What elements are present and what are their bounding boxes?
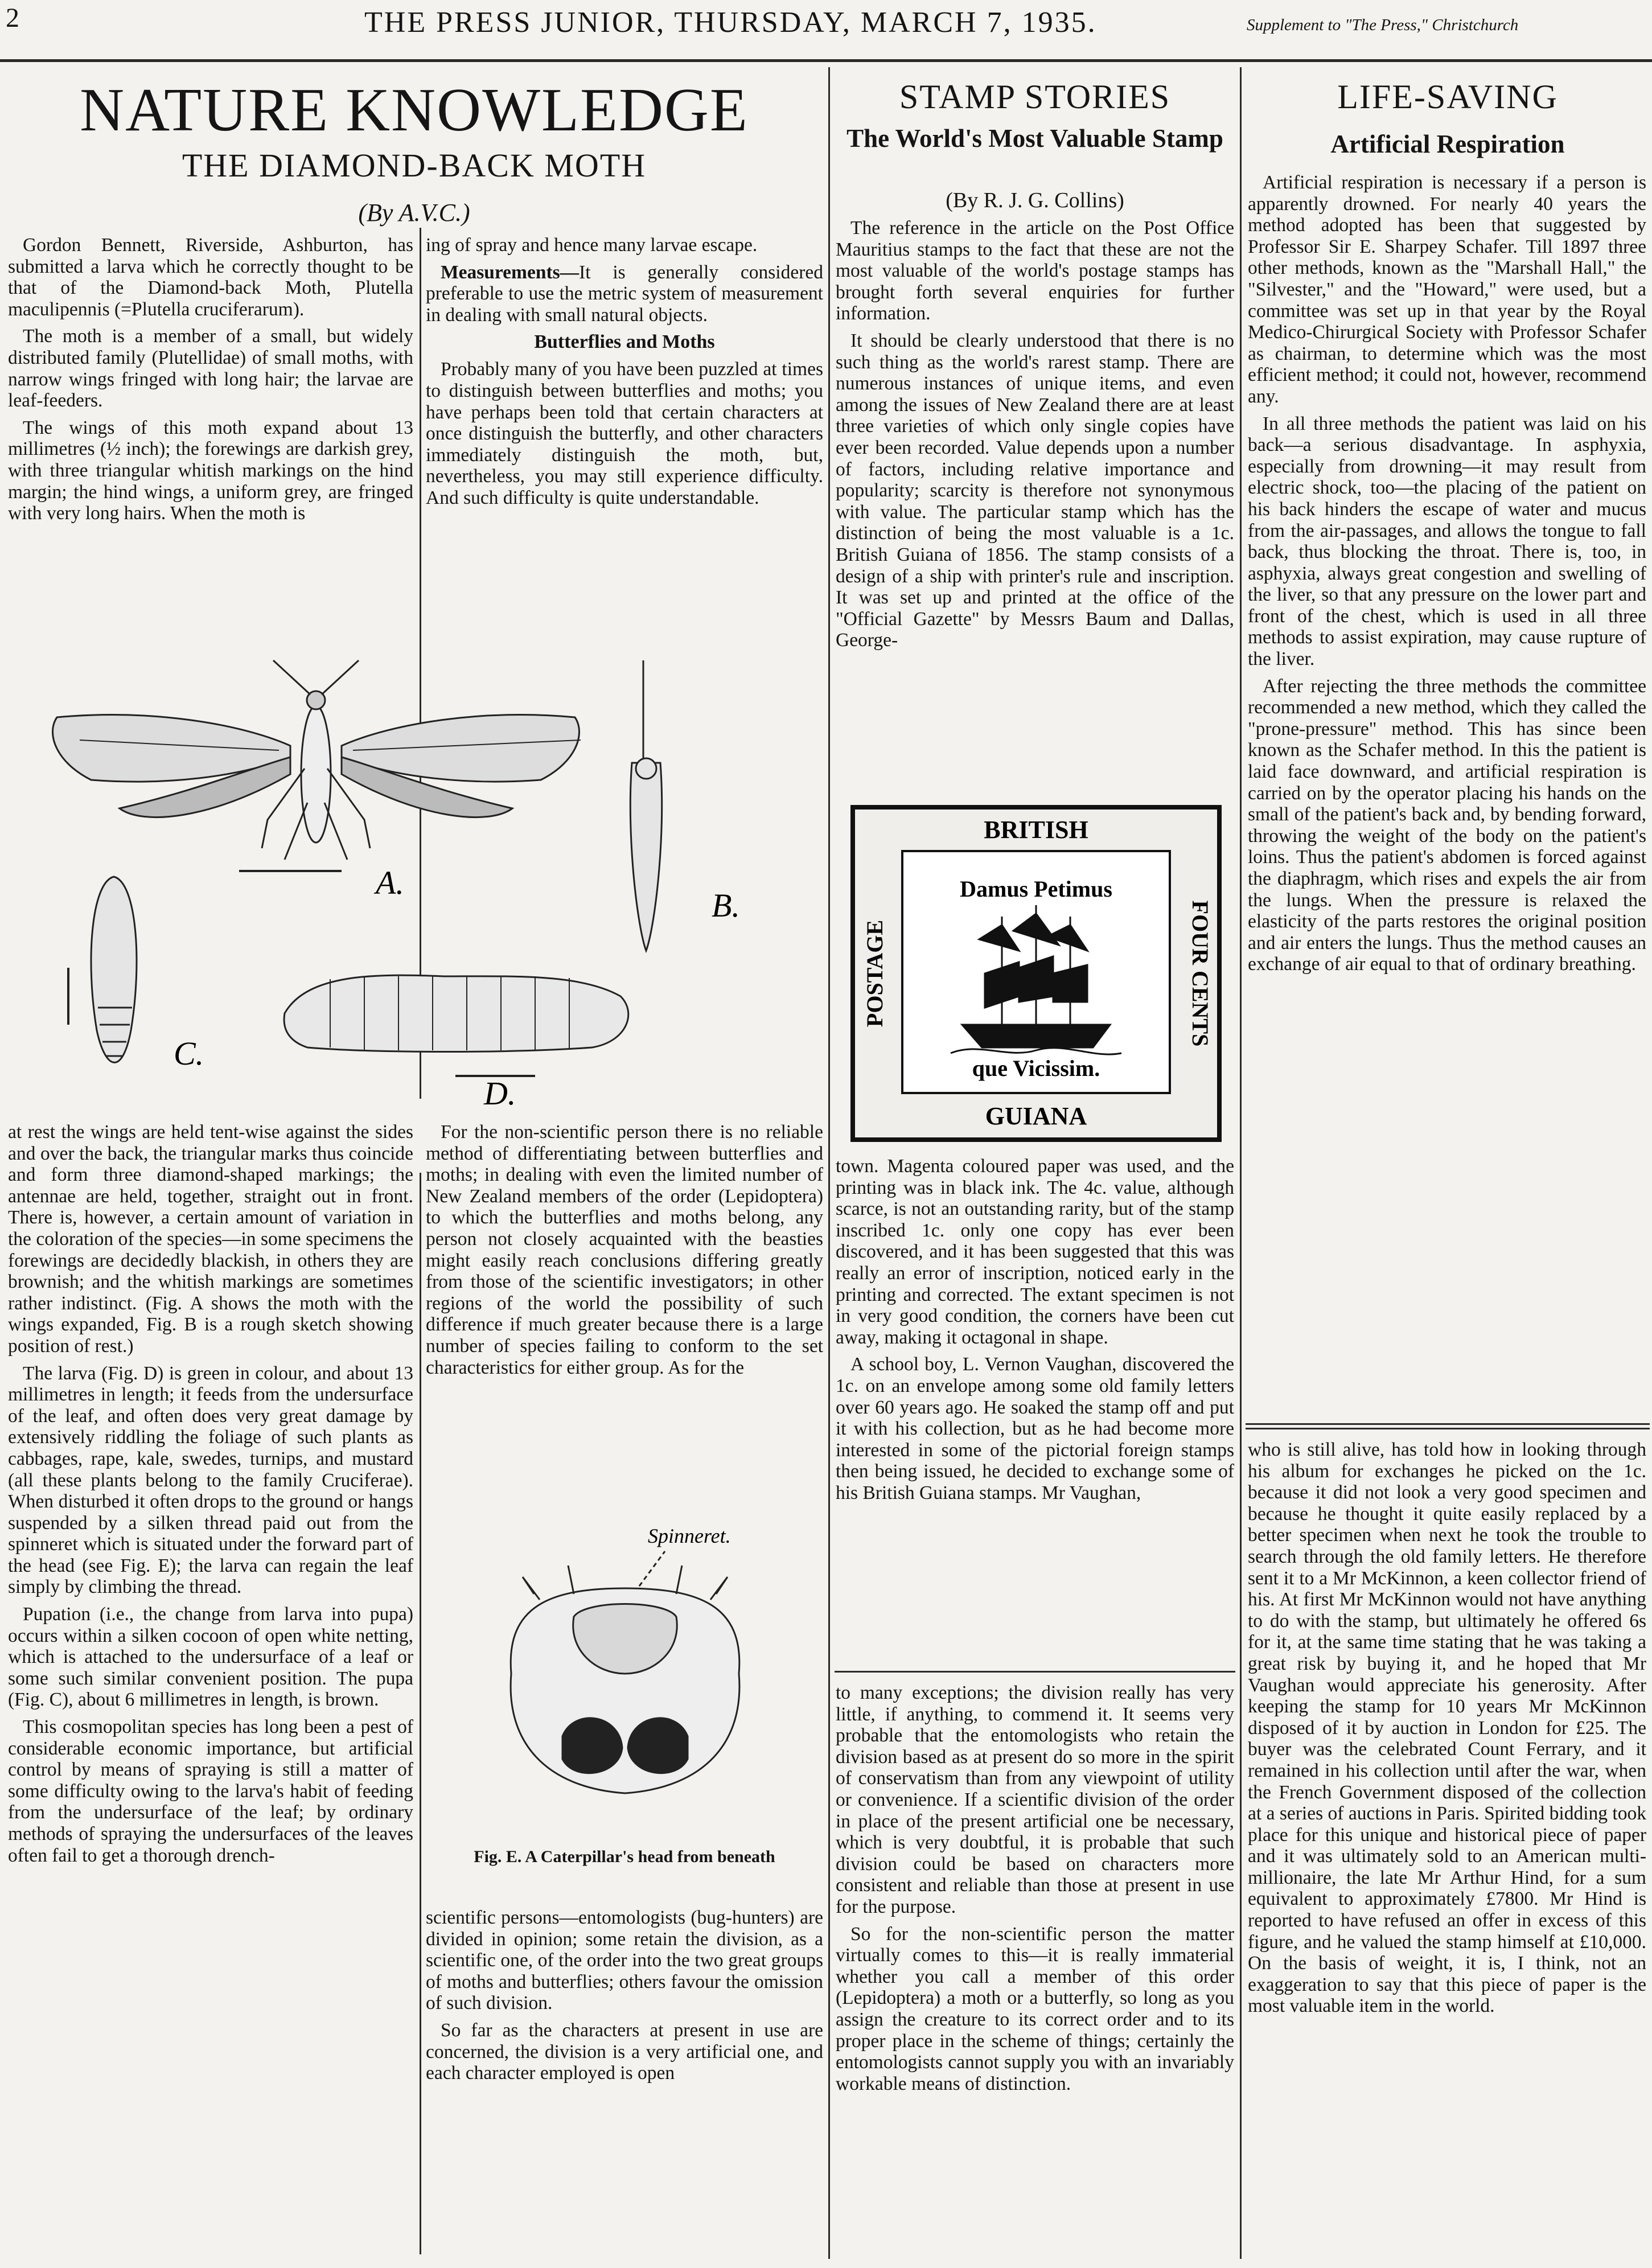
paragraph: who is still alive, has told how in looking through his album for exchanges he picked on the 1c. because it did not look a very good specimen and because he thought it quite easily replaced by a better specimen when next he took the trouble to search through the old family letters. He therefore sent it to a Mr McKinnon, a keen collector friend of his. At first Mr McKinnon would not have anything to do with the stamp, but ultimately he offered 6s for it, at the same time stating that he was taking a great risk by buying it, and he hoped that Mr Vaughan would appreciate his generosity. After keeping the stamp for 10 years Mr McKinnon disposed of it by auction in London for £25. The buyer was the celebrated Count Ferrary, and it remained in his collection until after the war, when the French Government disposed of the collection at a series of auctions in Paris. Spirited bidding took place for this unique and historical piece of paper and it was ultimately sold to an American multi-millionaire, the late Mr Arthur Hind, for a sum equivalent to approximately £7800. Mr Hind is reported to have refused an offer in excess of this figure, and he valued the stamp himself at £10,000. On the basis of weight, it is, I think, not an exaggeration to say that this piece of paper is the most valuable item in the world. (1248, 1439, 1646, 2017)
pupa-figure-c (91, 877, 137, 1062)
stamp-top-text: BRITISH (984, 816, 1088, 844)
paragraph: Probably many of you have been puzzled at times to distinguish between butterflies and moths; you have perhaps been told that certain characters at once distinguish the butterfly, and other characters immediately distinguish the moth, but, nevertheless, you may still experience difficulty. And such difficulty is quite understandable. (426, 359, 823, 508)
paragraph: at rest the wings are held tent-wise against the sides and over the back, the triangular marks thus coincide and form three diamond-shaped markings; the antennae are held, together, straight out in front. There is, however, a certain amount of variation in the coloration of the species—in some specimens the forewings are decidedly blackish, in others they are brownish; and the whitish markings are sometimes rather indistinct. (Fig. A shows the moth with the wings expanded, Fig. B is a rough sketch showing position of rest.) (8, 1121, 413, 1357)
nature-col3-continuation (836, 1682, 1234, 2100)
section-rule (1246, 1428, 1650, 1429)
paragraph: The wings of this moth expand about 13 millimetres (½ inch); the forewings are darkish grey, with three triangular whitish markings on the hind margin; the hind wings, a uniform grey, are fringed with very long hairs. When the moth is (8, 417, 413, 524)
nature-byline: (By A.V.C.) (358, 199, 470, 227)
paragraph: So far as the characters at present in use are concerned, the division is a very artificial one, and each character employed is open (426, 2019, 823, 2084)
paragraph: to many exceptions; the division really has very little, if anything, to commend it. It seems very probable that the entomologists who retain the division based as at present do so more in the spirit of conservatism than from any viewpoint of utility or convenience. If a scientific division of the order in place of the present artificial one be necessary, which is very doubtful, it is probable that such division could be based on characters more consistent and reliable than those at present in use for the purpose. (836, 1682, 1234, 1917)
paragraph: This cosmopolitan species has long been a pest of considerable economic importance, but artificial control by means of spraying is still a matter of some difficulty owing to the larva's habit of feeding from the undersurface of the leaf; by ordinary methods of spraying the undersurfaces of the leaves often fail to get a thorough drench- (8, 1716, 413, 1866)
paragraph: It should be clearly understood that there is no such thing as the world's rarest stamp. There are numerous instances of unique items, and even among the issues of New Zealand there are at least three varieties of which only single copies have ever been recorded. Value depends upon a number of factors, including relative importance and popularity; scarcity is therefore not synonymous with value. The particular stamp which has the distinction of being the most valuable is a 1c. British Guiana of 1856. The stamp consists of a design of a ship with printer's rule and inscription. It was set up and printed at the office of the "Official Gazette" by Messrs Baum and Dallas, George- (836, 330, 1234, 651)
nature-col2-end (426, 1907, 823, 2090)
stamp-left-text: POSTAGE (862, 919, 887, 1028)
moth-figures-drawing (23, 655, 820, 1110)
lifesaving-heading: LIFE-SAVING (1337, 78, 1558, 116)
section-rule (835, 1671, 1235, 1673)
stamp-drawing (848, 803, 1224, 1144)
larva-figure-d (284, 975, 628, 1051)
nature-col2-top (426, 235, 823, 515)
nature-col1-bottom (8, 1121, 413, 1872)
masthead-title: THE PRESS JUNIOR, THURSDAY, MARCH 7, 1935. (364, 6, 1097, 39)
section-rule (1246, 1423, 1650, 1425)
stamp-subheading: The World's Most Valuable Stamp (846, 124, 1223, 153)
stamp-motto-top: Damus Petimus (960, 876, 1112, 902)
paragraph: After rejecting the three methods the committee recommended a new method, which they called the "prone-pressure" method. This has since been known as the Schafer method. In this the patient is laid face downward, and artificial respiration is carried on by the operator placing his hands on the small of the patient's back and, by bending forward, throwing the weight of the body on the patient's loins. Thus the patient's abdomen is forced against the diaphragm, which rises and expels the air from the lungs. When the pressure is relaxed the elasticity of the parts restores the original position and air enters the lungs. Thus the method causes an exchange of air equal to that of ordinary breathing. (1248, 675, 1646, 975)
nature-col1-top (8, 235, 413, 530)
measurements-text: It is generally considered preferable to use the metric system of measurement in dealing with small natural objects. (426, 261, 823, 326)
caterpillar-head-drawing (426, 1503, 823, 1822)
stamp-motto-bottom: que Vicissim. (972, 1055, 1100, 1081)
paragraph: Pupation (i.e., the change from larva into pupa) occurs within a silken cocoon of open white netting, which is attached to the undersurface of a leaf or some such similar convenient position. The pupa (Fig. C), about 6 millimetres in length, is brown. (8, 1604, 413, 1711)
paragraph: The moth is a member of a small, but widely distributed family (Plutellidae) of small moths, with narrow wings fringed with long hair; the larvae are leaf-feeders. (8, 326, 413, 412)
paragraph: ing of spray and hence many larvae escape. (426, 235, 758, 256)
butterflies-heading: Butterflies and Moths (534, 331, 715, 353)
lifesaving-subheading: Artificial Respiration (1330, 130, 1565, 158)
nature-subheading: THE DIAMOND-BACK MOTH (182, 147, 647, 184)
nature-col2-bottom (426, 1121, 823, 1384)
paragraph: So for the non-scientific person the matter virtually comes to this—it is really immaterial whether you call a member of this order (Lepidoptera) a moth or a butterfly, so long as you assign the creature to its correct order and to its proper place in the scheme of things; certainly the entomologists cannot supply you with an invariably workable means of distinction. (836, 1923, 1234, 2094)
moth-figure-b (630, 660, 661, 951)
masthead-rule (0, 59, 1652, 62)
stamp-col3-mid (836, 1156, 1234, 1510)
moth-figure-a (53, 660, 581, 860)
paragraph: Gordon Bennett, Riverside, Ashburton, has submitted a larva which he correctly thought to be that of the Diamond-back Moth, Plutella maculipennis (=Plutella cruciferarum). (8, 235, 413, 320)
figure-label-a: A. (376, 864, 404, 901)
fig-e-caption: Fig. E. A Caterpillar's head from beneath (474, 1847, 775, 1866)
column-rule (1240, 67, 1242, 2259)
paragraph: In all three methods the patient was laid on his back—a serious disadvantage. In asphyxia, especially from drowning—it may result from electric shock, too—the placing of the patient on his back hinders the escape of water and mucus from the air-passages, and allows the tongue to fall back, thus blocking the throat. There is, too, in asphyxia, always great congestion and swelling of the liver, so that any pressure on the lower part and front of the chest, which is used in all three methods to assist expiration, may cause rupture of the liver. (1248, 413, 1646, 670)
stamp-byline: (By R. J. G. Collins) (946, 188, 1124, 212)
stamp-right-text: FOUR CENTS (1187, 900, 1213, 1047)
lifesaving-body (1248, 172, 1646, 981)
paragraph: For the non-scientific person there is no reliable method of differentiating between butterflies and moths; in dealing with even the limited number of New Zealand members of the order (Lepidoptera) to which the butterflies and moths belong, any person not closely acquainted with the beasties might easily reach conclusions differing greatly from those of the scientific investigators; in other regions of the world the possibility of such difference if much greater because there is a large number of species failing to conform to the set characteristics for either group. As for the (426, 1121, 823, 1378)
figure-label-d: D. (484, 1075, 516, 1110)
masthead-supplement: Supplement to "The Press," Christchurch (1247, 16, 1519, 34)
figure-label-c: C. (174, 1035, 204, 1072)
paragraph: scientific persons—entomologists (bug-hunters) are divided in opinion; some retain the division, as a scientific one, of the order into the two great groups of moths and butterflies; others favour the omission of such division. (426, 1907, 823, 2014)
nature-heading: NATURE KNOWLEDGE (80, 76, 749, 144)
stamp-col4-continuation (1248, 1439, 1646, 2023)
figure-label-b: B. (712, 887, 740, 924)
page-number: 2 (6, 3, 19, 33)
stamp-bottom-text: GUIANA (985, 1102, 1087, 1130)
paragraph: A school boy, L. Vernon Vaughan, discovered the 1c. on an envelope among some old family letters over 60 years ago. He soaked the stamp off and put it with his collection, but as he had become more interested in some of the pictorial foreign stamps then being issued, he decided to exchange some of his British Guiana stamps. Mr Vaughan, (836, 1354, 1234, 1503)
paragraph: Artificial respiration is necessary if a person is apparently drowned. For nearly 40 years the method adopted has been that suggested by Professor Sir E. Sharpey Schafer. Till 1897 three other methods, known as the "Marshall Hall," the "Silvester," and the "Howard," were used, but a committee was set up in that year by the Royal Medico-Chirurgical Society with Professor Schafer as chairman, to determine which was the most efficient method; it could not, however, recommend any. (1248, 172, 1646, 407)
caterpillar-head-figure-e (426, 1503, 823, 1822)
paragraph: town. Magenta coloured paper was used, and the printing was in black ink. The 4c. value, although scarce, is not an outstanding rarity, but of the stamp inscribed 1c. only one copy has ever been discovered, and it has been suggested that this was really an error of inscription, noticed early in the printing and corrected. The extant specimen is not in very good condition, the corners have been cut away, making it octagonal in shape. (836, 1156, 1234, 1348)
measurements-label: Measurements— (441, 261, 580, 283)
moth-figures (23, 655, 820, 1110)
column-rule (420, 1173, 421, 2254)
spinneret-label: Spinneret. (648, 1525, 731, 1547)
stamp-heading: STAMP STORIES (899, 78, 1171, 116)
british-guiana-stamp-image (848, 803, 1224, 1144)
paragraph (426, 262, 823, 326)
column-rule (828, 67, 830, 2259)
paragraph: The reference in the article on the Post Office Mauritius stamps to the fact that these are not the most valuable of the world's postage stamps has brought forth several enquiries for further information. (836, 217, 1234, 324)
stamp-col3-top (836, 217, 1234, 657)
masthead (0, 0, 1652, 57)
paragraph: The larva (Fig. D) is green in colour, and about 13 millimetres in length; it feeds from the undersurface of the leaf, and often does very great damage by extensively riddling the foliage of such plants as cabbages, rape, kale, swedes, turnips, and mustard (all these plants belong to the family Cruciferae). When disturbed it often drops to the ground or hangs suspended by a silken thread paid out from the spinneret which is situated under the forward part of the head (see Fig. E); the larva can regain the leaf simply by climbing the thread. (8, 1362, 413, 1598)
